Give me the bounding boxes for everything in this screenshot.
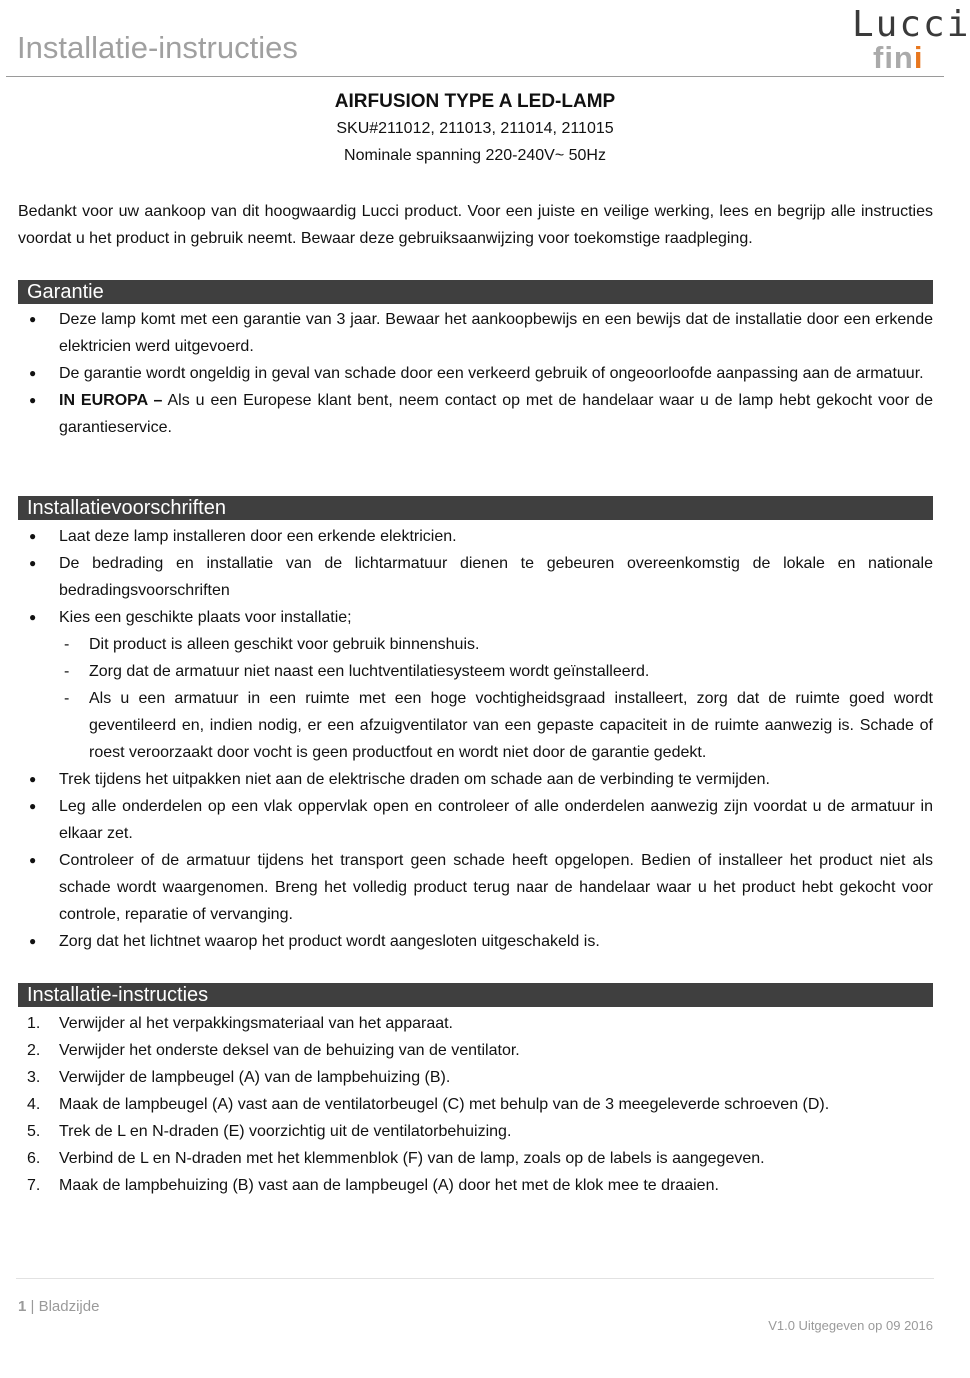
- step-item: [0, 1172, 950, 1199]
- bullet-icon: ●: [29, 934, 37, 948]
- list-item: [0, 550, 950, 604]
- section-heading-garantie: Garantie: [18, 280, 933, 304]
- document-title: AIRFUSION TYPE A LED-LAMP: [334, 91, 616, 112]
- document-voltage: Nominale spanning 220-240V~ 50Hz: [344, 147, 606, 164]
- logo-bottom-main: fin: [873, 40, 914, 75]
- list-item: [0, 387, 950, 441]
- step-number: 6.: [27, 1150, 41, 1167]
- list-item-text: Deze lamp komt met een garantie van 3 jaar. Bewaar het aankoopbewijs en een bewijs dat de installatie door een erkende elektricien werd uitgevoerd.: [59, 311, 933, 355]
- list-item: [0, 928, 950, 955]
- logo-wordmark-top: Lucci: [852, 4, 970, 45]
- bullet-icon: ●: [29, 312, 37, 326]
- bullet-icon: ●: [29, 772, 37, 786]
- dash-icon: -: [64, 690, 70, 707]
- list-item-text: De bedrading en installatie van de lichtarmatuur dienen te gebeuren overeenkomstig de lokale en nationale bedradingsvoorschriften: [59, 555, 933, 599]
- step-text: Verbind de L en N-draden met het klemmenblok (F) van de lamp, zoals op de labels is aangegeven.: [59, 1150, 765, 1167]
- europe-label: IN EUROPA –: [59, 392, 163, 409]
- bullet-icon: ●: [29, 393, 37, 407]
- list-item-text: Als u een Europese klant bent, neem contact op met de handelaar waar u de lamp hebt gekocht voor de garantieservice.: [59, 392, 934, 436]
- step-number: 7.: [27, 1177, 41, 1194]
- sub-list-item: [0, 658, 950, 685]
- list-item: [0, 604, 950, 631]
- document-sku: SKU#211012, 211013, 211014, 211015: [336, 120, 614, 137]
- bullet-icon: ●: [29, 610, 37, 624]
- step-number: 2.: [27, 1042, 41, 1059]
- list-item: [0, 847, 950, 928]
- version-note: V1.0 Uitgegeven op 09 2016: [768, 1318, 933, 1333]
- voorschriften-list: [0, 523, 950, 955]
- step-item: [0, 1064, 950, 1091]
- dash-icon: -: [64, 636, 70, 653]
- list-item: [0, 523, 950, 550]
- list-item-text: Zorg dat het lichtnet waarop het product wordt aangesloten uitgeschakeld is.: [59, 933, 600, 950]
- intro-paragraph: Bedankt voor uw aankoop van dit hoogwaardig Lucci product. Voor een juiste en veilige werking, lees en begrijp alle instructies voordat u het product in gebruik neemt. Bewaar deze gebruiksaanwijzing voor toekomstige raadpleging.: [18, 203, 933, 247]
- step-number: 5.: [27, 1123, 41, 1140]
- step-text: Trek de L en N-draden (E) voorzichtig uit de ventilatorbehuizing.: [59, 1123, 512, 1140]
- page-label: Bladzijde: [38, 1298, 100, 1315]
- step-item: [0, 1037, 950, 1064]
- step-text: Verwijder het onderste deksel van de behuizing van de ventilator.: [59, 1042, 520, 1059]
- section-heading-instructies: Installatie-instructies: [18, 983, 933, 1007]
- instructies-list: [0, 1010, 950, 1199]
- step-item: [0, 1145, 950, 1172]
- step-text: Maak de lampbeugel (A) vast aan de ventilatorbeugel (C) met behulp van de 3 meegeleverde schroeven (D).: [59, 1096, 830, 1113]
- brand-logo: [852, 4, 970, 75]
- sub-list-item: [0, 685, 950, 766]
- dash-icon: -: [64, 663, 70, 680]
- list-item: [0, 793, 950, 847]
- list-item-text: Trek tijdens het uitpakken niet aan de elektrische draden om schade aan de verbinding te vermijden.: [59, 771, 770, 788]
- step-item: [0, 1091, 950, 1118]
- list-item-text: Dit product is alleen geschikt voor gebruik binnenshuis.: [89, 636, 480, 653]
- list-item: [0, 306, 950, 360]
- list-item: [0, 360, 950, 387]
- step-number: 3.: [27, 1069, 41, 1086]
- page-separator: |: [26, 1298, 39, 1315]
- bullet-icon: ●: [29, 556, 37, 570]
- list-item: [0, 766, 950, 793]
- list-item-text: Laat deze lamp installeren door een erkende elektricien.: [59, 528, 457, 545]
- list-item-text: Als u een armatuur in een ruimte met een hoge vochtigheidsgraad installeert, zorg dat de ruimte goed wordt geventileerd en, indien nodig, er een afzuigventilator van een gepaste capaciteit in de ruimte aanwezig is. Schade of roest veroorzaakt door vocht is geen productfout en wordt niet door de garantie gedekt.: [89, 690, 933, 761]
- step-number: 1.: [27, 1015, 41, 1032]
- section-heading-voorschriften: Installatievoorschriften: [18, 496, 933, 520]
- bullet-icon: ●: [29, 799, 37, 813]
- page-number-value: 1: [18, 1298, 27, 1315]
- step-item: [0, 1118, 950, 1145]
- list-item-text: De garantie wordt ongeldig in geval van schade door een verkeerd gebruik of ongeoorloofde aanpassing aan de armatuur.: [59, 365, 924, 382]
- list-item-text: Leg alle onderdelen op een vlak oppervlak open en controleer of alle onderdelen aanwezig zijn voordat u de armatuur in elkaar zet.: [59, 798, 933, 842]
- header-title: Installatie-instructies: [17, 30, 298, 65]
- header-divider: [6, 76, 944, 77]
- logo-wordmark-bottom: [873, 40, 924, 76]
- bullet-icon: ●: [29, 853, 37, 867]
- step-text: Verwijder al het verpakkingsmateriaal van het apparaat.: [59, 1015, 453, 1032]
- sub-list-item: [0, 631, 950, 658]
- footer-divider: [16, 1278, 934, 1279]
- page-number: [18, 1298, 99, 1315]
- garantie-list: [0, 306, 950, 441]
- bullet-icon: ●: [29, 529, 37, 543]
- page-header: [0, 0, 970, 78]
- step-item: [0, 1010, 950, 1037]
- bullet-icon: ●: [29, 366, 37, 380]
- step-text: Maak de lampbehuizing (B) vast aan de lampbeugel (A) door het met de klok mee te draaien.: [59, 1177, 719, 1194]
- list-item-text: Kies een geschikte plaats voor installatie;: [59, 609, 352, 626]
- list-item-text: Zorg dat de armatuur niet naast een luchtventilatiesysteem wordt geïnstalleerd.: [89, 663, 650, 680]
- list-item-text: Controleer of de armatuur tijdens het transport geen schade heeft opgelopen. Bedien of installeer het product niet als schade wordt waargenomen. Breng het volledig product terug naar de handelaar waar u het product hebt gekocht voor controle, reparatie of vervanging.: [59, 852, 933, 923]
- step-text: Verwijder de lampbeugel (A) van de lampbehuizing (B).: [59, 1069, 451, 1086]
- step-number: 4.: [27, 1096, 41, 1113]
- logo-bottom-accent: i: [913, 40, 924, 75]
